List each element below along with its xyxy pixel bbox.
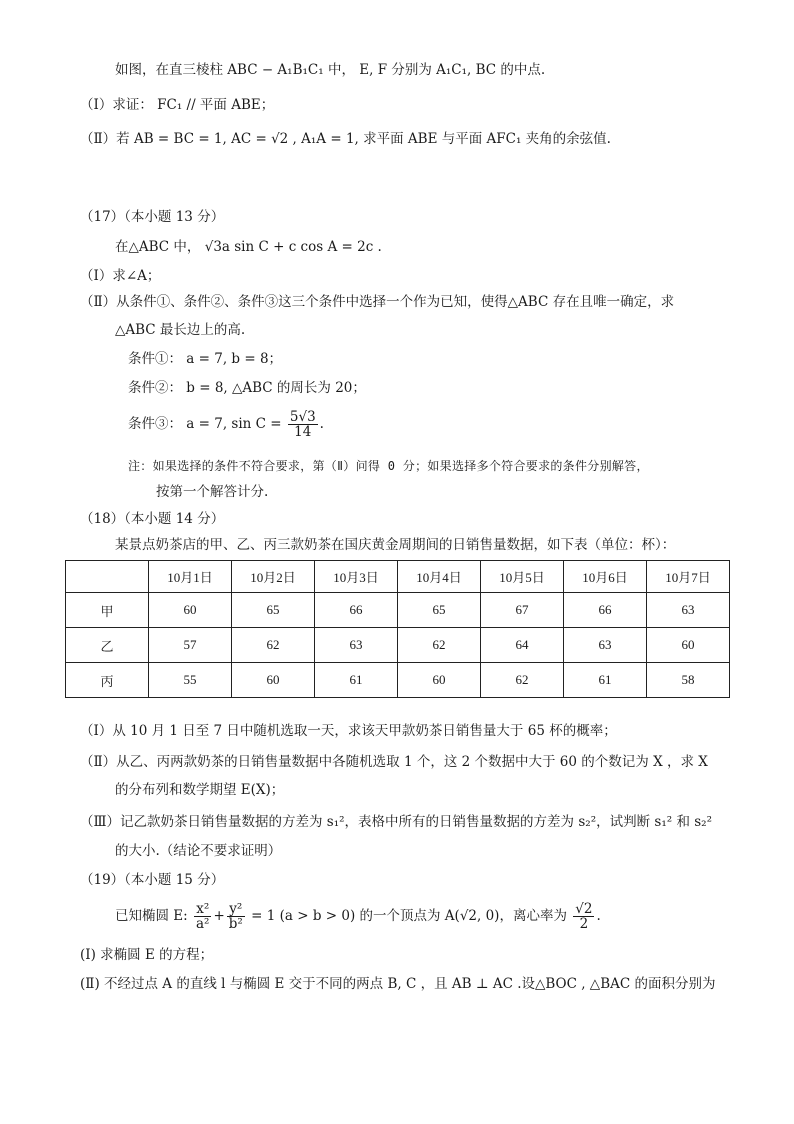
table-cell: 63 <box>315 628 398 663</box>
q17-condition-2: 条件②： b = 8, △ABC 的周长为 20； <box>128 380 366 396</box>
table-cell: 65 <box>398 593 481 628</box>
q18-part3-line2: 的大小.（结论不要求证明） <box>115 843 282 859</box>
sales-table <box>65 560 730 698</box>
q18-part2-line2: 的分布列和数学期望 E(X)； <box>115 782 285 798</box>
q19-header: （19）（本小题 15 分） <box>80 872 225 888</box>
table-cell: 63 <box>564 628 647 663</box>
table-header-cell: 10月4日 <box>398 561 481 593</box>
q19-given-prefix: 已知椭圆 E: <box>115 908 188 924</box>
q17-note-line2: 按第一个解答计分. <box>156 484 269 500</box>
q17-header: （17）（本小题 13 分） <box>80 209 225 225</box>
q16-part2: （Ⅱ）若 AB = BC = 1, AC = √2 , A₁A = 1, 求平面 ABE 与平面 AFC₁ 夹角的余弦值. <box>80 131 611 147</box>
q17-note-line1: 注：如果选择的条件不符合要求，第（Ⅱ）问得 0 分；如果选择多个符合要求的条件分别解答， <box>128 459 649 473</box>
table-cell: 60 <box>398 663 481 698</box>
table-cell: 60 <box>647 628 730 663</box>
table-row-label: 乙 <box>66 628 149 663</box>
table-row-label: 丙 <box>66 663 149 698</box>
q19-eccentricity-fraction <box>573 902 594 931</box>
table-cell: 58 <box>647 663 730 698</box>
table-header-cell: 10月1日 <box>149 561 232 593</box>
table-cell: 65 <box>232 593 315 628</box>
q17-condition-1: 条件①： a = 7, b = 8； <box>128 351 283 367</box>
q17-condition-3-prefix: 条件③： a = 7, sin C = <box>128 416 282 432</box>
table-cell: 66 <box>564 593 647 628</box>
q17-part2-line1: （Ⅱ）从条件①、条件②、条件③这三个条件中选择一个作为已知，使得△ABC 存在且唯一确定，求 <box>80 294 675 310</box>
table-cell: 60 <box>149 593 232 628</box>
table-row <box>66 663 730 698</box>
table-header-cell: 10月2日 <box>232 561 315 593</box>
table-cell: 64 <box>481 628 564 663</box>
q19-x-denominator: a² <box>196 916 210 932</box>
table-cell: 62 <box>481 663 564 698</box>
table-cell: 67 <box>481 593 564 628</box>
q17-condition-3-fraction <box>288 410 318 439</box>
q17-condition-3: 条件③： a = 7, sin C = $\frac{5√3}{14}$ . <box>128 409 324 440</box>
q18-intro: 某景点奶茶店的甲、乙、丙三款奶茶在国庆黄金周期间的日销售量数据，如下表（单位：杯）： <box>115 537 676 553</box>
q19-y-denominator: b² <box>228 916 243 932</box>
table-cell: 60 <box>232 663 315 698</box>
q19-y-numerator: y² <box>227 902 245 917</box>
q16-intro: 如图，在直三棱柱 ABC − A₁B₁C₁ 中， E, F 分别为 A₁C₁, BC 的中点. <box>115 62 546 78</box>
table-row <box>66 593 730 628</box>
q18-part2-line1: （Ⅱ）从乙、丙两款奶茶的日销售量数据中各随机选取 1 个，这 2 个数据中大于 60 的个数记为 X ，求 X <box>80 754 708 770</box>
table-header-cell: 10月7日 <box>647 561 730 593</box>
q17-given: 在△ABC 中， √3a sin C + c cos A = 2c . <box>115 239 382 255</box>
q17-fraction-numerator: 5√3 <box>289 409 316 425</box>
table-row <box>66 628 730 663</box>
q19-e-numerator: √2 <box>575 901 593 917</box>
q19-given-middle: = 1 (a > b > 0) 的一个顶点为 A(√2, 0)，离心率为 <box>251 908 567 924</box>
q19-x-numerator: x² <box>194 902 211 917</box>
q16-part1: （Ⅰ）求证： FC₁ // 平面 ABE； <box>80 97 275 113</box>
q19-y-fraction <box>227 902 245 931</box>
q17-part1: （Ⅰ）求∠A； <box>80 268 161 284</box>
q19-part2: (Ⅱ) 不经过点 A 的直线 l 与椭圆 E 交于不同的两点 B, C ，且 AB ⊥ AC .设△BOC , △BAC 的面积分别为 <box>80 976 716 992</box>
table-header-row <box>66 561 730 593</box>
table-row-label: 甲 <box>66 593 149 628</box>
table-cell: 61 <box>315 663 398 698</box>
q19-x-fraction <box>194 902 211 931</box>
table-corner-cell <box>66 561 149 593</box>
q18-header: （18）（本小题 14 分） <box>80 511 225 527</box>
table-cell: 55 <box>149 663 232 698</box>
table-cell: 61 <box>564 663 647 698</box>
q19-given: 已知椭圆 E: $\frac{\text{x²}}{\text{a²}}$ + $\frac{\text{y²}}{\text{b²}}$ = 1 (a > b > 0) 的一个顶点为 A(√2, 0)，离心率为 $\frac{√2}{2}$ . <box>115 901 601 932</box>
q19-part1: (Ⅰ) 求椭圆 E 的方程； <box>80 947 214 963</box>
table-header-cell: 10月5日 <box>481 561 564 593</box>
table-cell: 66 <box>315 593 398 628</box>
table-cell: 63 <box>647 593 730 628</box>
q17-part2-line2: △ABC 最长边上的高. <box>115 322 246 338</box>
table-cell: 57 <box>149 628 232 663</box>
q18-part1: （Ⅰ）从 10 月 1 日至 7 日中随机选取一天，求该天甲款奶茶日销售量大于 65 杯的概率； <box>80 723 617 739</box>
q18-part3-line1: （Ⅲ）记乙款奶茶日销售量数据的方差为 s₁²，表格中所有的日销售量数据的方差为 s₂²，试判断 s₁² 和 s₂² <box>80 814 712 830</box>
table-header-cell: 10月3日 <box>315 561 398 593</box>
q17-fraction-denominator: 14 <box>294 424 312 440</box>
table-cell: 62 <box>398 628 481 663</box>
table-header-cell: 10月6日 <box>564 561 647 593</box>
q19-e-denominator: 2 <box>579 916 589 932</box>
table-cell: 62 <box>232 628 315 663</box>
